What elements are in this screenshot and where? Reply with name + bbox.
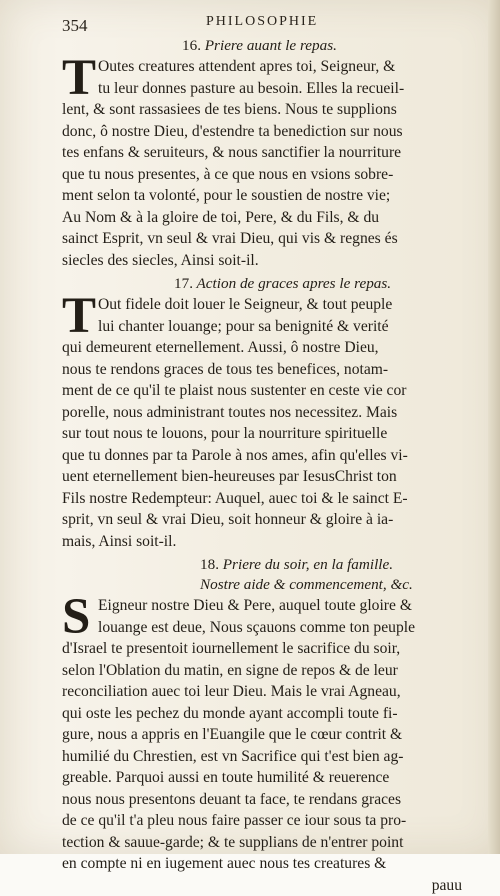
section-title: Priere auant le repas.: [205, 37, 337, 54]
drop-cap: T: [62, 58, 96, 98]
text-line: tection & sauue-garde; & te supplians de n'entrer point: [62, 832, 462, 854]
text-line: Fils nostre Redempteur: Auquel, auec toi & le sainct E-: [62, 488, 462, 510]
text-line: tu leur donnes pasture au besoin. Elles la recueil-: [62, 78, 462, 100]
text-line: nous nous presentons deuant ta face, te rendans graces: [62, 789, 462, 811]
text-line: donc, ô nostre Dieu, d'estendre ta benediction sur nous: [62, 121, 462, 143]
paragraph-thanksgiving-after-meal: [62, 294, 462, 552]
section-number: 18.: [200, 556, 219, 573]
page-body: [62, 36, 462, 896]
paragraph-evening-prayer: [62, 595, 462, 875]
section-heading: [62, 36, 462, 56]
text-line: lent, & sont rassasiees de tes biens. Nous te supplions: [62, 99, 462, 121]
text-line: uent eternellement bien-heureuses par IesusChrist ton: [62, 466, 462, 488]
text-line: de ce qu'il t'a pleu nous faire passer ce iour sous ta pro-: [62, 810, 462, 832]
text-line: humilié du Chrestien, est vn Sacrifice qui t'est bien ag-: [62, 746, 462, 768]
text-line: Au Nom & à la gloire de toi, Pere, & du Fils, & du: [62, 207, 462, 229]
page-number: 354: [62, 16, 88, 36]
text-line: qui oste les pechez du monde ayant accompli toute fi-: [62, 703, 462, 725]
text-line: ment de ce qu'il te plaist nous sustenter en ceste vie cor: [62, 380, 462, 402]
text-line: en compte ni en iugement auec nous tes creatures &: [62, 853, 462, 875]
section-subtitle: Nostre aide & commencement, &c.: [62, 575, 462, 595]
text-line: qui demeurent eternellement. Aussi, ô nostre Dieu,: [62, 337, 462, 359]
running-title: PHILOSOPHIE: [206, 14, 318, 30]
text-line: lui chanter louange; pour sa benignité & verité: [62, 316, 462, 338]
text-line: nous te rendons graces de tous tes benefices, notam-: [62, 359, 462, 381]
paragraph-prayer-before-meal: [62, 56, 462, 271]
section-title: Priere du soir, en la famille.: [223, 556, 393, 573]
text-line: greable. Parquoi aussi en toute humilité & reuerence: [62, 767, 462, 789]
text-line: d'Israel te presentoit iournellement le sacrifice du soir,: [62, 638, 462, 660]
text-line: gure, nous a appris en l'Euangile que le cœur contrit &: [62, 724, 462, 746]
text-line: que tu nous presentes, à ce que nous en vsions sobre-: [62, 164, 462, 186]
text-line: sur tout nous te louons, pour la nourriture spirituelle: [62, 423, 462, 445]
text-line: sprit, vn seul & vrai Dieu, soit honneur & gloire à ia-: [62, 509, 462, 531]
text-line: Outes creatures attendent apres toi, Seigneur, &: [62, 56, 462, 78]
section-title: Action de graces apres le repas.: [197, 275, 392, 292]
page-gutter: [488, 0, 500, 854]
running-header: [62, 14, 492, 34]
text-line: que tu donnes par ta Parole à nos ames, afin qu'elles vi-: [62, 445, 462, 467]
section-number: 17.: [174, 275, 193, 292]
text-line: ment selon ta volonté, pour le soustien de nostre vie;: [62, 185, 462, 207]
drop-cap: T: [62, 296, 96, 336]
text-line: Out fidele doit louer le Seigneur, & tout peuple: [62, 294, 462, 316]
text-line: reconciliation auec toi leur Dieu. Mais le vrai Agneau,: [62, 681, 462, 703]
text-line: porelle, nous administrant toutes nos necessitez. Mais: [62, 402, 462, 424]
text-line: tes enfans & seruiteurs, & nous sanctifier la nourriture: [62, 142, 462, 164]
text-line: siecles des siecles, Ainsi soit-il.: [62, 250, 462, 272]
section-number: 16.: [182, 37, 201, 54]
text-line: Eigneur nostre Dieu & Pere, auquel toute gloire &: [62, 595, 462, 617]
drop-cap: S: [62, 597, 90, 637]
text-line: louange est deue, Nous sçauons comme ton peuple: [62, 617, 462, 639]
text-line: sainct Esprit, vn seul & vrai Dieu, qui vis & regnes és: [62, 228, 462, 250]
catchword: pauu: [62, 875, 462, 896]
section-heading: [62, 274, 462, 294]
text-line: mais, Ainsi soit-il.: [62, 531, 462, 553]
text-line: selon l'Oblation du matin, en signe de repos & de leur: [62, 660, 462, 682]
section-heading: [62, 555, 462, 575]
